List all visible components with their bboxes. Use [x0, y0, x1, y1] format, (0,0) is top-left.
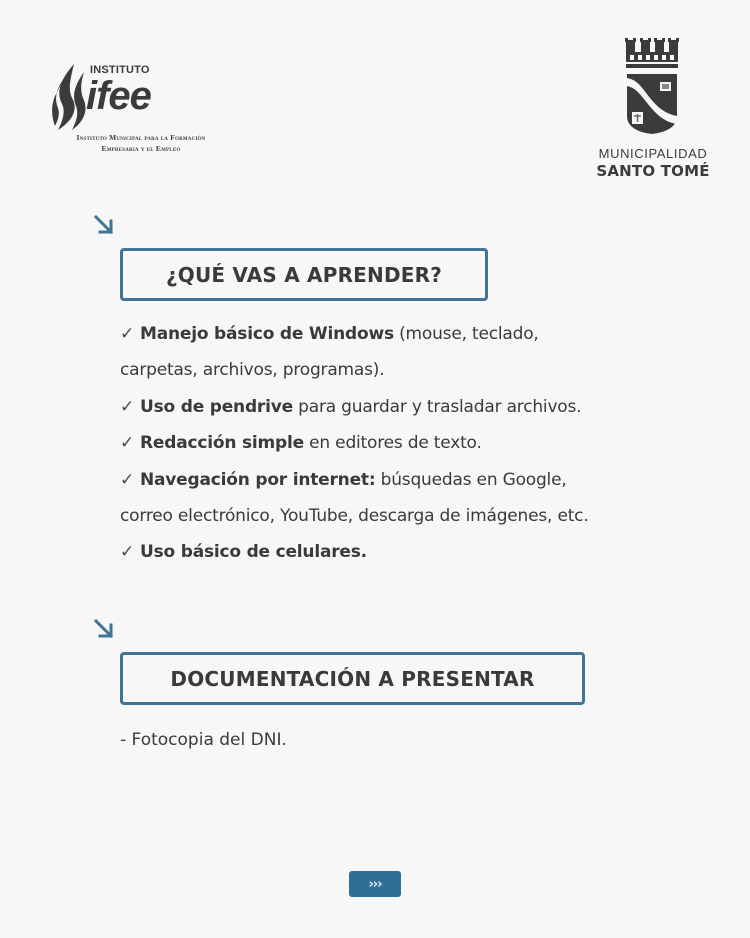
document-item: - Fotocopia del DNI. — [120, 730, 287, 750]
section-heading-text: DOCUMENTACIÓN A PRESENTAR — [170, 666, 535, 691]
arrow-down-right-icon — [93, 618, 115, 640]
check-icon: ✓ — [120, 469, 135, 490]
check-icon: ✓ — [120, 396, 135, 417]
section-heading-documentacion — [120, 652, 585, 705]
section-heading-que-vas-a-aprender — [120, 248, 488, 301]
ifee-wordmark: ifee — [86, 74, 151, 118]
list-item: ✓ Navegación por internet: búsquedas en Google, — [120, 462, 720, 498]
list-item: ✓ Redacción simple en editores de texto. — [120, 425, 720, 461]
arrow-down-right-icon — [93, 214, 115, 236]
municipalidad-logo — [588, 36, 718, 186]
list-item: ✓ Manejo básico de Windows (mouse, teclado, — [120, 316, 720, 352]
learning-list — [120, 316, 720, 571]
chevrons-right-icon: ››› — [368, 876, 382, 892]
list-item-continuation: correo electrónico, YouTube, descarga de imágenes, etc. — [120, 506, 589, 527]
section-heading-text: ¿QUÉ VAS A APRENDER? — [165, 262, 443, 287]
coat-of-arms-icon — [624, 36, 680, 136]
list-item: ✓ Uso de pendrive para guardar y trasladar archivos. — [120, 389, 720, 425]
next-page-button[interactable] — [349, 871, 401, 897]
ifee-logo — [46, 60, 236, 160]
check-icon: ✓ — [120, 433, 135, 454]
list-item: ✓ Uso básico de celulares. — [120, 534, 720, 570]
check-icon: ✓ — [120, 324, 135, 344]
check-icon: ✓ — [120, 542, 135, 563]
municipalidad-label: MUNICIPALIDAD — [598, 146, 708, 161]
ifee-subtitle-line1: Instituto Municipal para la Formación — [76, 133, 206, 142]
ifee-top-label: INSTITUTO — [90, 64, 150, 76]
santo-tome-label: SANTO TOMÉ — [596, 162, 710, 180]
ifee-subtitle-line2: Empresaria y el Empleo — [101, 144, 181, 153]
list-item-continuation: carpetas, archivos, programas). — [120, 360, 385, 381]
